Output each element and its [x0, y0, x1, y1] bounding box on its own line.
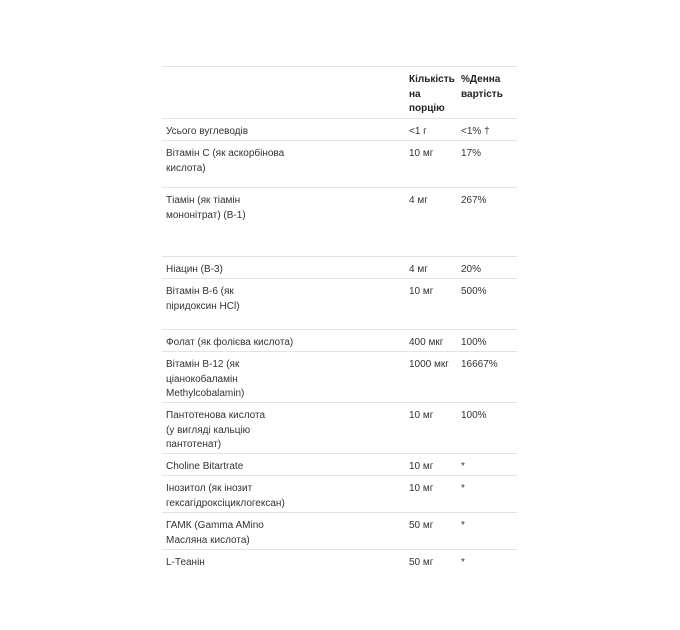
table-row: [162, 141, 517, 188]
nutrient-name: Інозитол (як інозит гексагідроксіциклогексан): [166, 483, 285, 509]
nutrient-name: Пантотенова кислота (у вигляді кальцію пантотенат): [166, 410, 266, 450]
nutrient-daily-value: 267%: [461, 195, 487, 206]
nutrient-daily-value: *: [461, 557, 465, 568]
nutrient-amount: 400 мкг: [409, 337, 444, 348]
nutrient-daily-value: 20%: [461, 264, 482, 275]
nutrient-amount: 1000 мкг: [409, 359, 449, 370]
table-row: [162, 279, 517, 330]
table-row: [162, 188, 517, 257]
table-row: [162, 403, 517, 454]
table-row: [162, 352, 517, 403]
table-row: [162, 257, 517, 279]
header-name-cell: [162, 67, 409, 118]
header-amount-cell: Кількість на порцію: [409, 74, 455, 114]
nutrient-amount: 50 мг: [409, 520, 434, 531]
nutrient-daily-value: <1% †: [461, 126, 490, 137]
nutrient-daily-value: 100%: [461, 410, 487, 421]
table-header-row: [162, 67, 517, 119]
nutrient-amount: 10 мг: [409, 148, 434, 159]
nutrient-daily-value: 500%: [461, 286, 487, 297]
nutrient-name: ГАМК (Gamma AMino Масляна кислота): [166, 520, 264, 546]
nutrient-amount: 10 мг: [409, 410, 434, 421]
nutrient-name: Вітамін B-6 (як піридоксин HCl): [166, 286, 240, 312]
table-row: [162, 513, 517, 550]
nutrient-name: Тіамін (як тіамін мононітрат) (B-1): [166, 195, 246, 221]
table-row: [162, 330, 517, 352]
table-row: [162, 476, 517, 513]
nutrient-name: Ніацин (B-3): [166, 264, 223, 275]
nutrient-amount: 4 мг: [409, 264, 428, 275]
nutrient-daily-value: *: [461, 461, 465, 472]
nutrient-name: Choline Bitartrate: [166, 461, 244, 472]
header-daily-value-cell: %Денна вартість: [461, 74, 503, 100]
nutrient-amount: 4 мг: [409, 195, 428, 206]
nutrient-amount: <1 г: [409, 126, 427, 137]
nutrient-daily-value: 16667%: [461, 359, 498, 370]
nutrient-name: Вітамін B-12 (як ціанокобаламін Methylcobalamin): [166, 359, 245, 399]
nutrient-amount: 50 мг: [409, 557, 434, 568]
nutrient-daily-value: 100%: [461, 337, 487, 348]
nutrient-amount: 10 мг: [409, 483, 434, 494]
table-row: [162, 119, 517, 141]
nutrient-amount: 10 мг: [409, 286, 434, 297]
nutrient-daily-value: *: [461, 483, 465, 494]
nutrient-name: L-Теанін: [166, 557, 205, 568]
table-row: [162, 454, 517, 476]
table-row: [162, 550, 517, 572]
nutrient-amount: 10 мг: [409, 461, 434, 472]
nutrient-name: Усього вуглеводів: [166, 126, 249, 137]
nutrient-name: Фолат (як фолієва кислота): [166, 337, 294, 348]
supplement-facts-table: [162, 66, 517, 572]
nutrient-daily-value: 17%: [461, 148, 482, 159]
nutrient-name: Вітамін C (як аскорбінова кислота): [166, 148, 285, 174]
nutrient-daily-value: *: [461, 520, 465, 531]
